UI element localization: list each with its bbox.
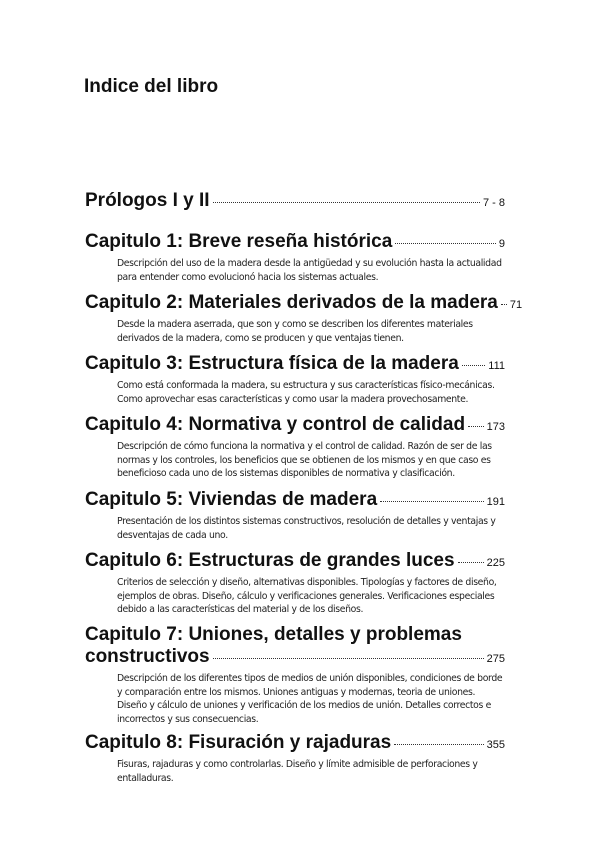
- entry-title-continued: constructivos: [85, 646, 210, 667]
- entry-title: Capitulo 5: Viviendas de madera: [85, 489, 378, 510]
- dot-leader: [501, 304, 507, 305]
- entry-page: 71: [509, 299, 523, 311]
- toc-entry-chapter-2[interactable]: [85, 292, 523, 345]
- entry-description: Desde la madera aserrada, que son y como se describen los diferentes materiales derivados de la madera, como se producen y que ventajas tienen.: [117, 319, 473, 344]
- entry-description: Criterios de selección y diseño, alternativas disponibles. Tipologías y factores de diseño, ejemplos de obras. Diseño, cálculo y verificaciones generales. Verificaciones especiales debido a las características del material y de los diseños.: [117, 577, 497, 615]
- toc-entry-chapter-8[interactable]: [85, 732, 505, 785]
- toc-entry-chapter-5[interactable]: [85, 489, 505, 542]
- toc-entry-chapter-7[interactable]: [85, 624, 505, 726]
- entry-description: Como está conformada la madera, su estructura y sus características físico-mecánicas. Como aprovechar esas características y como usar la madera provechosamente.: [117, 380, 495, 405]
- entry-description: Descripción del uso de la madera desde la antigüedad y su evolución hasta la actualidad para entender como evolucionó hacia los sistemas actuales.: [117, 258, 502, 283]
- dot-leader: [468, 426, 484, 427]
- dot-leader: [395, 243, 496, 244]
- entry-title: Capitulo 2: Materiales derivados de la madera: [85, 292, 498, 313]
- entry-title: Capitulo 6: Estructuras de grandes luces: [85, 550, 455, 571]
- entry-page: 111: [488, 360, 505, 372]
- entry-description: Presentación de los distintos sistemas constructivos, resolución de detalles y ventajas y desventajas de cada uno.: [117, 516, 496, 541]
- page-title: Indice del libro: [84, 76, 219, 97]
- entry-title: Prólogos I y II: [85, 190, 210, 211]
- entry-description: Fisuras, rajaduras y como controlarlas. Diseño y límite admisible de perforaciones y entalladuras.: [117, 759, 478, 784]
- entry-description: Descripción de los diferentes tipos de medios de unión disponibles, condiciones de borde y comparación entre los mismos. Uniones antiguas y modernas, teoria de uniones. Diseño y cálculo de uniones y verificación de los medios de unión. Detalles correctos e incorrectos y sus consecuencias.: [117, 673, 503, 725]
- toc-entry-chapter-3[interactable]: [85, 353, 505, 406]
- dot-leader: [213, 658, 484, 659]
- dot-leader: [394, 744, 483, 745]
- entry-title: Capitulo 4: Normativa y control de calidad: [85, 414, 466, 435]
- entry-page: 9: [498, 238, 505, 250]
- dot-leader: [462, 365, 485, 366]
- entry-title: Capitulo 3: Estructura física de la madera: [85, 353, 459, 374]
- entry-description: Descripción de cómo funciona la normativa y el control de calidad. Razón de ser de las normas y los controles, los beneficios que se obtienen de los mismos y en que caso es beneficioso cada uno de los sistemas disponibles de normativa y clasificación.: [117, 441, 492, 479]
- entry-page: 7 - 8: [482, 197, 505, 209]
- dot-leader: [380, 501, 484, 502]
- toc-entry-chapter-6[interactable]: [85, 550, 505, 617]
- toc-entry-prologue[interactable]: [85, 190, 505, 214]
- entry-title: Capitulo 1: Breve reseña histórica: [85, 231, 393, 252]
- toc-entry-chapter-1[interactable]: [85, 231, 505, 284]
- entry-page: 225: [486, 557, 505, 569]
- entry-page: 275: [486, 653, 505, 665]
- entry-page: 173: [486, 421, 505, 433]
- toc-entry-chapter-4[interactable]: [85, 414, 505, 481]
- dot-leader: [213, 202, 480, 203]
- entry-title: Capitulo 8: Fisuración y rajaduras: [85, 732, 392, 753]
- dot-leader: [458, 562, 484, 563]
- entry-page: 355: [486, 739, 505, 751]
- entry-title: Capitulo 7: Uniones, detalles y problemas: [85, 624, 462, 645]
- entry-page: 191: [486, 496, 505, 508]
